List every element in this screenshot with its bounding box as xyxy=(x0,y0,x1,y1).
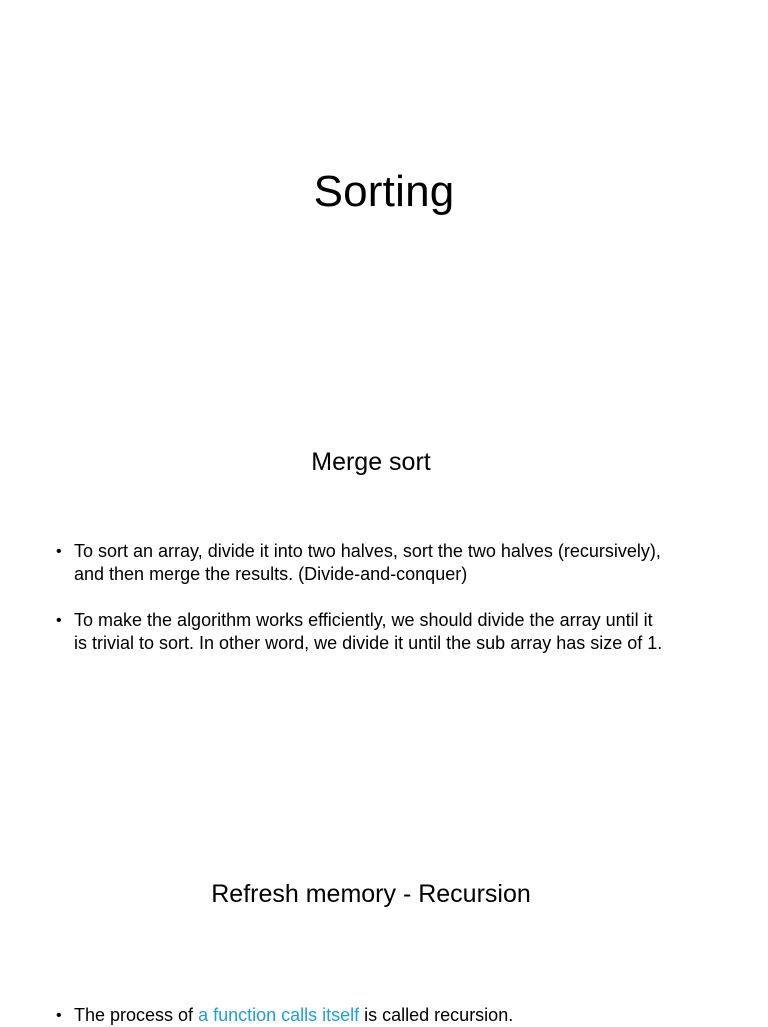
recursion-heading: Refresh memory - Recursion xyxy=(211,880,531,908)
bullet-text-after: is called recursion. xyxy=(359,1005,514,1025)
bullet-text-line: To sort an array, divide it into two halves, sort the two halves (recursively), xyxy=(74,541,661,561)
page-title: Sorting xyxy=(313,167,455,216)
merge-sort-bullet-1 xyxy=(52,540,732,586)
bullet-text-line: and then merge the results. (Divide-and-conquer) xyxy=(74,564,468,584)
bullet-text-before: The process of xyxy=(74,1005,199,1025)
bullet-text-line: To make the algorithm works efficiently, we should divide the array until it xyxy=(74,610,653,630)
merge-sort-heading: Merge sort xyxy=(311,448,431,476)
bullet-icon: • xyxy=(56,1007,62,1024)
highlighted-phrase: a function calls itself xyxy=(198,1005,360,1025)
bullet-icon: • xyxy=(56,543,62,560)
bullet-icon: • xyxy=(56,612,62,629)
merge-sort-bullet-2 xyxy=(52,609,732,655)
bullet-text-line: is trivial to sort. In other word, we divide it until the sub array has size of 1. xyxy=(74,633,663,653)
merge-sort-bullet-list xyxy=(52,540,732,655)
